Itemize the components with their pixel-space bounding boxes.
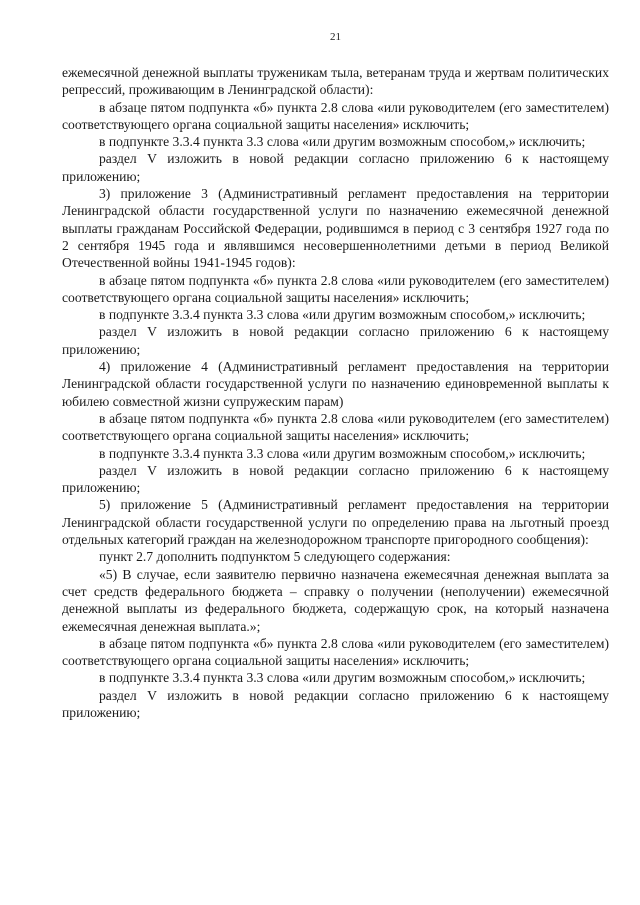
document-body [62,64,609,721]
paragraph: пункт 2.7 дополнить подпунктом 5 следующего содержания: [99,549,451,565]
paragraph: раздел V изложить в новой редакции согласно приложению 6 к настоящему приложению; [62,324,609,357]
paragraph: в подпункте 3.3.4 пункта 3.3 слова «или другим возможным способом,» исключить; [99,134,586,150]
paragraph: 5) приложение 5 (Административный регламент предоставления на территории Ленинградской области государственной услуги по определению права на льготный проезд отдельных категорий граждан на железнодорожном транспорте пригородного сообщения): [62,497,609,548]
paragraph: в абзаце пятом подпункта «б» пункта 2.8 слова «или руководителем (его заместителем) соответствующего органа социальной защиты населения» исключить; [62,99,609,132]
paragraph: ежемесячной денежной выплаты труженикам тыла, ветеранам труда и жертвам политических репрессий, проживающим в Ленинградской области): [62,65,609,98]
paragraph: раздел V изложить в новой редакции согласно приложению 6 к настоящему приложению; [62,151,609,184]
paragraph: раздел V изложить в новой редакции согласно приложению 6 к настоящему приложению; [62,462,609,496]
paragraph: раздел V изложить в новой редакции согласно приложению 6 к настоящему приложению; [62,687,609,720]
paragraph: в подпункте 3.3.4 пункта 3.3 слова «или другим возможным способом,» исключить; [99,307,586,323]
paragraph: 3) приложение 3 (Административный регламент предоставления на территории Ленинградской области государственной услуги по назначению ежемесячной денежной выплаты гражданам Российской Федерации, родившимся в период с 3 сентября 1927 года по 2 сентября 1945 года и являвшимся несовершеннолетними детьми в период Великой Отечественной войны 1941-1945 годов): [62,186,609,271]
paragraph: в абзаце пятом подпункта «б» пункта 2.8 слова «или руководителем (его заместителем) соответствующего органа социальной защиты населения» исключить; [62,272,609,305]
paragraph: в подпункте 3.3.4 пункта 3.3 слова «или другим возможным способом,» исключить; [99,445,586,461]
paragraph: 4) приложение 4 (Административный регламент предоставления на территории Ленинградской области государственной услуги по назначению единовременной выплаты к юбилею совместной жизни супружеским парам) [62,359,609,409]
page-number: 21 [330,31,341,43]
document-page [62,30,609,721]
paragraph: «5) В случае, если заявителю первично назначена ежемесячная денежная выплата за счет средств федерального бюджета – справку о получении (неполучении) ежемесячной денежной выплаты из федерального бюджета, содержащую срок, на который назначена ежемесячная денежная выплата.»; [62,566,609,634]
paragraph: в абзаце пятом подпункта «б» пункта 2.8 слова «или руководителем (его заместителем) соответствующего органа социальной защиты населения» исключить; [62,410,609,444]
paragraph: в подпункте 3.3.4 пункта 3.3 слова «или другим возможным способом,» исключить; [99,670,586,686]
paragraph: в абзаце пятом подпункта «б» пункта 2.8 слова «или руководителем (его заместителем) соответствующего органа социальной защиты населения» исключить; [62,635,609,669]
